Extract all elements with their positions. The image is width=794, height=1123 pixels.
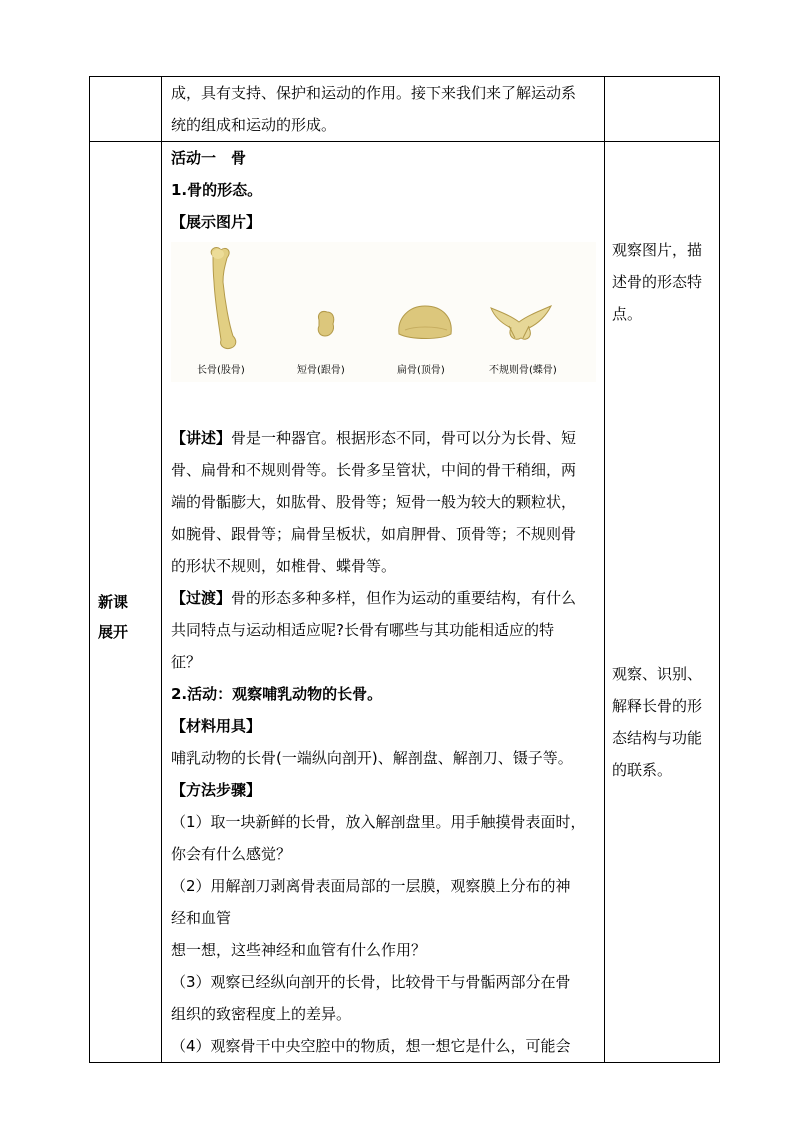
- student-activity-line: 观察图片，描: [612, 241, 703, 259]
- transition-paragraph: [171, 582, 598, 614]
- section-title: 1.骨的形态。: [171, 181, 263, 199]
- step-line: （1）取一块新鲜的长骨，放入解剖盘里。用手触摸骨表面时，: [171, 813, 586, 831]
- content-cell: [162, 142, 605, 1063]
- content-line: 成，具有支持、保护和运动的作用。接下来我们来了解运动系: [171, 84, 577, 102]
- content-line: 统的组成和运动的形成。: [171, 116, 337, 134]
- student-activity-line: 的联系。: [612, 761, 673, 779]
- table-row: [90, 77, 720, 142]
- lecture-line: 端的骨骺膨大，如肱骨、股骨等；短骨一般为较大的颗粒状，: [171, 493, 577, 511]
- step-line: 想一想，这些神经和血管有什么作用？: [171, 941, 427, 959]
- lesson-plan-table: [89, 76, 720, 1063]
- step-line: （2）用解剖刀剥离骨表面局部的一层膜，观察膜上分布的神: [171, 877, 571, 895]
- materials-label: 【材料用具】: [171, 717, 262, 735]
- lecture-tag: 【讲述】: [171, 429, 232, 447]
- step-line: 你会有什么感觉？: [171, 845, 292, 863]
- lecture-paragraph: [171, 422, 598, 454]
- parietal-image: [399, 306, 451, 339]
- student-activity-line: 点。: [612, 305, 643, 323]
- content-cell: [162, 77, 605, 142]
- stage-label-line: 新课: [98, 593, 129, 611]
- method-label: 【方法步骤】: [171, 781, 262, 799]
- figure-label: 扁骨(顶骨): [397, 365, 445, 376]
- transition-line: 征？: [171, 653, 202, 671]
- transition-line: 共同特点与运动相适应呢?长骨有哪些与其功能相适应的特: [171, 621, 554, 639]
- activity-title: 活动一 骨: [171, 149, 247, 167]
- activity-cell-empty: [605, 77, 720, 142]
- step-line: 经和血管: [171, 909, 232, 927]
- sphenoid-image: [491, 306, 551, 339]
- student-activity-cell: [605, 142, 720, 1063]
- figure-label: 长骨(股骨): [197, 365, 245, 376]
- student-activity-line: 观察、识别、: [612, 665, 703, 683]
- show-image-label: 【展示图片】: [171, 213, 262, 231]
- table-row: [90, 142, 720, 1063]
- section-title: 2.活动：观察哺乳动物的长骨。: [171, 685, 383, 703]
- stage-cell: [90, 142, 162, 1063]
- calcaneus-image: [318, 311, 334, 336]
- transition-line: 骨的形态多种多样，但作为运动的重要结构，有什么: [231, 589, 577, 607]
- figure-label: 不规则骨(蝶骨): [489, 365, 557, 376]
- transition-tag: 【过渡】: [171, 589, 232, 607]
- lecture-line: 骨是一种器官。根据形态不同，骨可以分为长骨、短: [231, 429, 577, 447]
- step-line: （3）观察已经纵向剖开的长骨，比较骨干与骨骺两部分在骨: [171, 973, 571, 991]
- lecture-line: 的形状不规则，如椎骨、蝶骨等。: [171, 557, 397, 575]
- femur-image: [211, 248, 236, 349]
- lecture-line: 骨、扁骨和不规则骨等。长骨多呈管状，中间的骨干稍细，两: [171, 461, 577, 479]
- student-activity-line: 态结构与功能: [612, 729, 703, 747]
- step-line: 组织的致密程度上的差异。: [171, 1005, 352, 1023]
- lecture-line: 如腕骨、跟骨等；扁骨呈板状，如肩胛骨、顶骨等；不规则骨: [171, 525, 577, 543]
- step-line: （4）观察骨干中央空腔中的物质，想一想它是什么，可能会: [171, 1037, 571, 1055]
- bone-types-figure: [171, 242, 596, 382]
- stage-label-line: 展开: [98, 623, 129, 641]
- materials-text: 哺乳动物的长骨(一端纵向剖开)、解剖盘、解剖刀、镊子等。: [171, 749, 573, 767]
- stage-cell-empty: [90, 77, 162, 142]
- student-activity-line: 述骨的形态特: [612, 273, 703, 291]
- student-activity-line: 解释长骨的形: [612, 697, 703, 715]
- figure-label: 短骨(跟骨): [297, 365, 345, 376]
